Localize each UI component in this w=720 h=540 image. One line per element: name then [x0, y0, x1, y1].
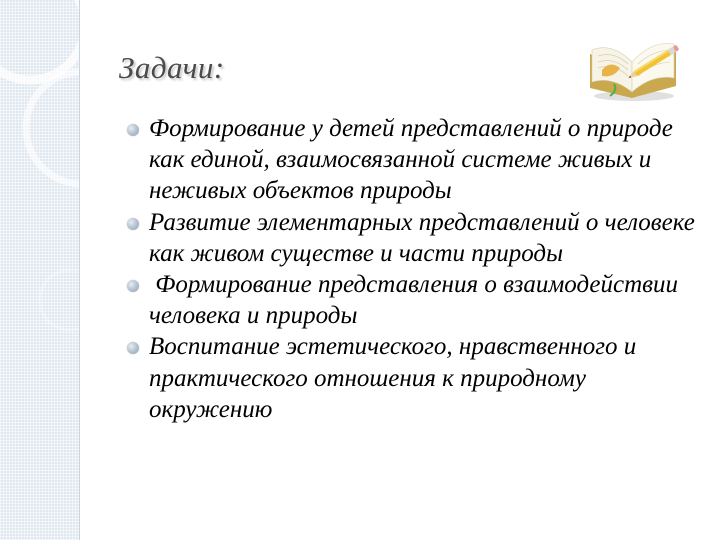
circle-bullet-icon — [127, 342, 139, 354]
bullet-text: Формирование у детей представлений о природе как единой, взаимосвязанной системе живых и неживых объектов природы — [149, 115, 673, 205]
circle-bullet-icon — [127, 218, 139, 230]
list-item — [125, 269, 695, 331]
sidebar-circles-decoration — [0, 0, 79, 540]
bullet-text: Развитие элементарных представлений о человеке как живом существе и части природы — [149, 208, 695, 267]
bullet-text: Воспитание эстетического, нравственного и практического отношения к природному окружению — [149, 333, 637, 423]
list-item — [125, 207, 695, 269]
list-item — [125, 113, 695, 207]
sidebar-divider — [79, 0, 80, 540]
slide-title: Задачи: — [119, 50, 225, 85]
list-item — [125, 331, 695, 425]
bullet-text: Формирование представления о взаимодействии человека и природы — [149, 271, 685, 330]
circle-bullet-icon — [127, 280, 139, 292]
open-book-with-pencil-icon — [584, 32, 682, 102]
decorative-sidebar — [0, 0, 79, 540]
bullet-list — [125, 113, 695, 425]
circle-bullet-icon — [127, 124, 139, 136]
